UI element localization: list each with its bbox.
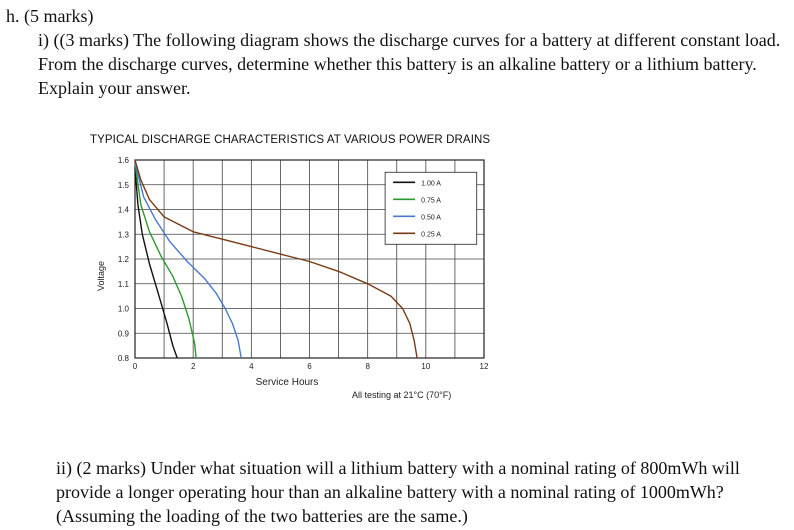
y-tick-label: 1.4 <box>117 205 129 215</box>
series-line-0-50-a <box>135 163 241 359</box>
legend-label: 1.00 A <box>421 180 441 188</box>
series-line-1-00-a <box>135 167 177 358</box>
x-axis-label: Service Hours <box>255 377 319 388</box>
x-tick-label: 8 <box>365 362 370 371</box>
x-tick-label: 10 <box>421 362 431 371</box>
test-condition-note: All testing at 21°C (70°F) <box>352 390 452 400</box>
y-tick-label: 1.1 <box>117 279 129 289</box>
legend-label: 0.25 A <box>421 231 441 239</box>
y-tick-label: 1.2 <box>117 255 129 264</box>
x-tick-label: 0 <box>132 362 138 371</box>
x-tick-label: 4 <box>249 362 254 371</box>
y-tick-label: 0.9 <box>117 329 129 339</box>
y-axis-label: Voltage <box>96 260 106 292</box>
y-tick-label: 1.3 <box>117 230 129 240</box>
legend-label: 0.75 A <box>421 197 441 205</box>
question-part-ii: ii) (2 marks) Under what situation will a lithium battery with a nominal rating of 800mWh will provide a longer operating hour than an alkaline battery with a nominal rating of 1000mWh? (Assuming the loading of the two batteries are the same.) <box>56 458 740 526</box>
question-header: h. (5 marks) <box>6 6 94 26</box>
chart-title: TYPICAL DISCHARGE CHARACTERISTICS AT VARIOUS POWER DRAINS <box>90 134 491 146</box>
y-tick-label: 1.0 <box>117 304 129 314</box>
y-tick-label: 1.6 <box>117 156 129 165</box>
y-tick-label: 1.5 <box>117 180 129 190</box>
x-tick-label: 12 <box>479 362 489 371</box>
x-tick-label: 2 <box>190 362 196 371</box>
question-part-i: i) ((3 marks) The following diagram shows the discharge curves for a battery at different constant load. From the discharge curves, determine whether this battery is an alkaline battery or a lithium battery. Explain your answer. <box>38 30 781 98</box>
legend-label: 0.50 A <box>421 214 441 222</box>
x-tick-label: 6 <box>307 362 312 371</box>
y-tick-label: 0.8 <box>117 354 129 363</box>
